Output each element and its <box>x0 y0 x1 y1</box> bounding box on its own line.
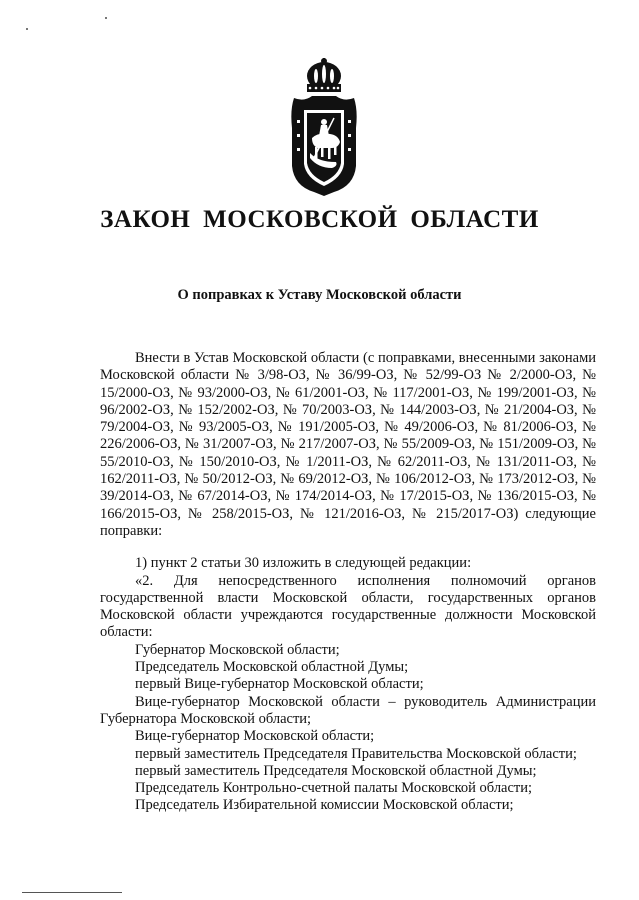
list-item: первый заместитель Председателя Правительства Московской области; <box>135 745 577 762</box>
amendment-item-1: 1) пункт 2 статьи 30 изложить в следующей редакции: <box>135 555 472 572</box>
positions-list <box>100 642 596 815</box>
list-item: Председатель Контрольно-счетной палаты Московской области; <box>135 780 533 797</box>
scan-speck <box>26 28 28 30</box>
paragraph-gap <box>100 540 596 555</box>
list-item: первый заместитель Председателя Московской областной Думы; <box>135 762 537 779</box>
coat-of-arms-icon <box>288 58 360 196</box>
list-item: Губернатор Московской области; <box>135 641 340 658</box>
scan-speck <box>105 17 107 19</box>
document-title: ЗАКОН МОСКОВСКОЙ ОБЛАСТИ <box>100 206 539 233</box>
list-item: Председатель Избирательной комиссии Московской области; <box>135 797 514 814</box>
document-subtitle: О поправках к Уставу Московской области <box>177 287 462 303</box>
list-item: Вице-губернатор Московской области; <box>135 728 375 745</box>
document-body <box>100 350 596 815</box>
list-item: Вице-губернатор Московской области – руководитель Администрации Губернатора Московской области; <box>100 693 596 727</box>
list-item: первый Вице-губернатор Московской области; <box>135 676 424 693</box>
quoted-paragraph: «2. Для непосредственного исполнения полномочий органов государственной власти Московской области, государственных органов Московской области учреждаются государственные должности Московской области: <box>100 572 596 641</box>
footnote-divider <box>22 892 122 893</box>
list-item: Председатель Московской областной Думы; <box>135 659 409 676</box>
intro-paragraph: Внести в Устав Московской области (с поправками, внесенными законами Московской области № 3/98-ОЗ, № 36/99-ОЗ, № 52/99-ОЗ № 2/2000-ОЗ, № 15/2000-ОЗ, № 93/2000-ОЗ, № 61/2001-ОЗ, № 117/2001-ОЗ, № 199/2001-ОЗ, № 96/2002-ОЗ, № 152/2002-ОЗ, № 70/2003-ОЗ, № 144/2003-ОЗ, № 21/2004-ОЗ, № 79/2004-ОЗ, № 93/2005-ОЗ, № 191/2005-ОЗ, № 49/2006-ОЗ, № 81/2006-ОЗ, № 226/2006-ОЗ, № 31/2007-ОЗ, № 217/2007-ОЗ, № 55/2009-ОЗ, № 151/2009-ОЗ, № 55/2010-ОЗ, № 150/2010-ОЗ, № 1/2011-ОЗ, № 62/2011-ОЗ, № 131/2011-ОЗ, № 162/2011-ОЗ, № 50/2012-ОЗ, № 69/2012-ОЗ, № 106/2012-ОЗ, № 173/2012-ОЗ, № 39/2014-ОЗ, № 67/2014-ОЗ, № 174/2014-ОЗ, № 17/2015-ОЗ, № 136/2015-ОЗ, № 166/2015-ОЗ, № 258/2015-ОЗ, № 121/2016-ОЗ, № 215/2017-ОЗ) следующие поправки: <box>100 350 596 539</box>
